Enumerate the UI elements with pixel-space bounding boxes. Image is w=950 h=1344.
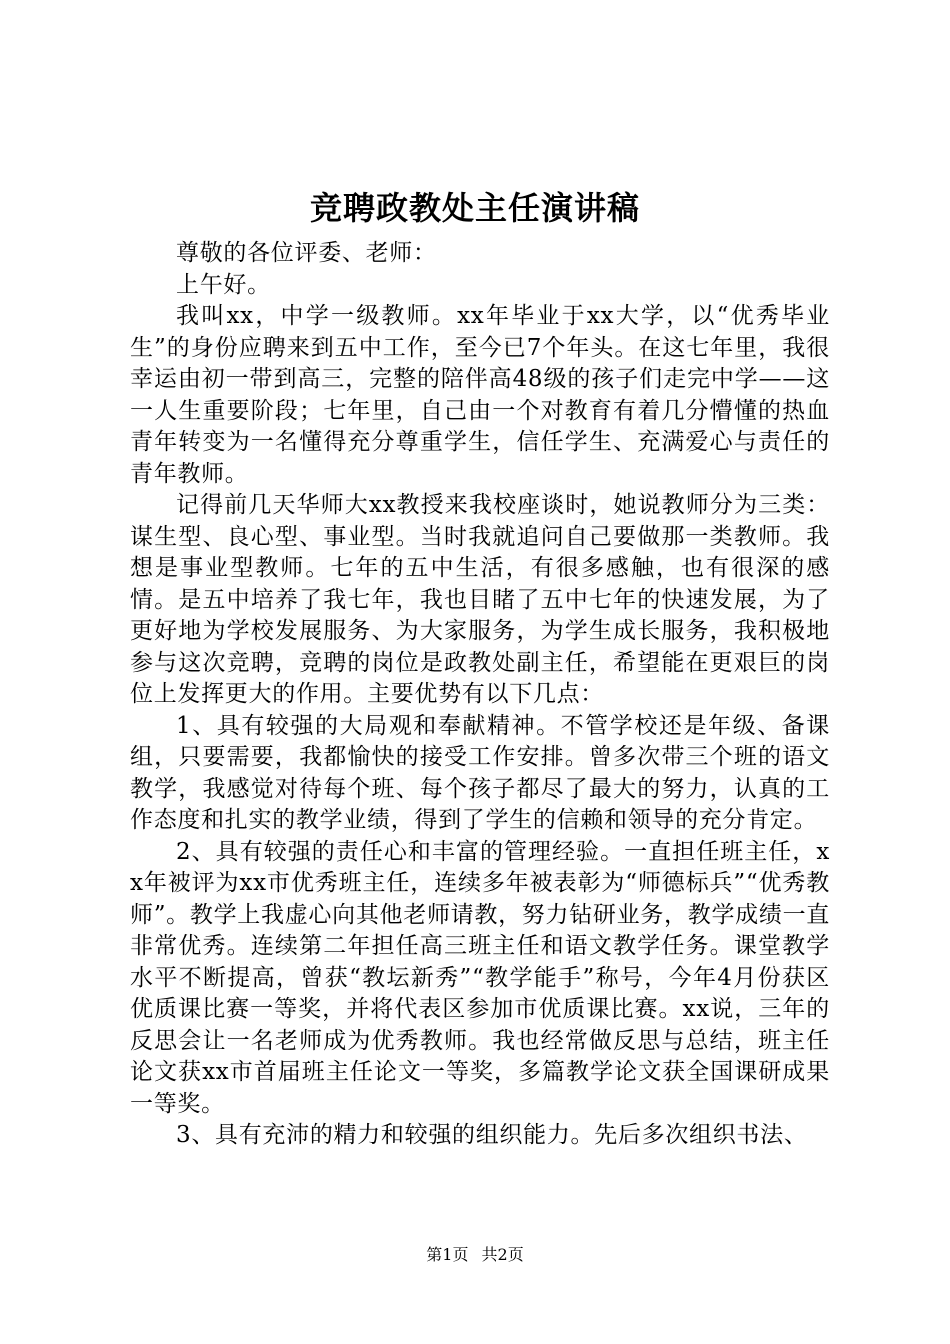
salutation-paragraph: 尊敬的各位评委、老师： [176, 240, 437, 266]
page-number: 第1页 [426, 1245, 469, 1264]
self-intro-paragraph: 我叫xx，中学一级教师。xx年毕业于xx大学，以“优秀毕业生”的身份应聘来到五中工作，至今已7个年头。在这七年里，我很幸运由初一带到高三，完整的陪伴高48级的孩子们走完中学——这一人生重要阶段；七年里，自己由一个对教育有着几分懵懂的热血青年转变为一名懂得充分尊重学生，信任学生、充满爱心与责任的青年教师。 [130, 303, 830, 487]
page-total: 共2页 [481, 1245, 524, 1264]
document-title: 竞聘政教处主任演讲稿 [309, 189, 640, 227]
advantage-3-paragraph: 3、具有充沛的精力和较强的组织能力。先后多次组织书法、 [176, 1122, 808, 1148]
advantage-1-paragraph: 1、具有较强的大局观和奉献精神。不管学校还是年级、备课组，只要需要，我都愉快的接受工作安排。曾多次带三个班的语文教学，我感觉对待每个班、每个孩子都尽了最大的努力，认真的工作态度和扎实的教学业绩，得到了学生的信赖和领导的充分肯定。 [130, 712, 830, 833]
page-footer [0, 1244, 950, 1266]
motivation-paragraph: 记得前几天华师大xx教授来我校座谈时，她说教师分为三类：谋生型、良心型、事业型。当时我就追问自己要做那一类教师。我想是事业型教师。七年的五中生活，有很多感触，也有很深的感情。是五中培养了我七年，我也目睹了五中七年的快速发展，为了更好地为学校发展服务、为大家服务，为学生成长服务，我积极地参与这次竞聘，竞聘的岗位是政教处副主任，希望能在更艰巨的岗位上发挥更大的作用。主要优势有以下几点： [130, 492, 830, 707]
advantage-2-paragraph: 2、具有较强的责任心和丰富的管理经验。一直担任班主任，xx年被评为xx市优秀班主任，连续多年被表彰为“师德标兵”“优秀教师”。教学上我虚心向其他老师请教，努力钻研业务，教学成绩一直非常优秀。连续第二年担任高三班主任和语文教学任务。课堂教学水平不断提高，曾获“教坛新秀”“教学能手”称号，今年4月份获区优质课比赛一等奖，并将代表区参加市优质课比赛。xx说，三年的反思会让一名老师成为优秀教师。我也经常做反思与总结，班主任论文获xx市首届班主任论文一等奖，多篇教学论文获全国课研成果一等奖。 [130, 838, 830, 1117]
document-body [130, 238, 830, 1152]
greeting-paragraph: 上午好。 [176, 271, 271, 298]
